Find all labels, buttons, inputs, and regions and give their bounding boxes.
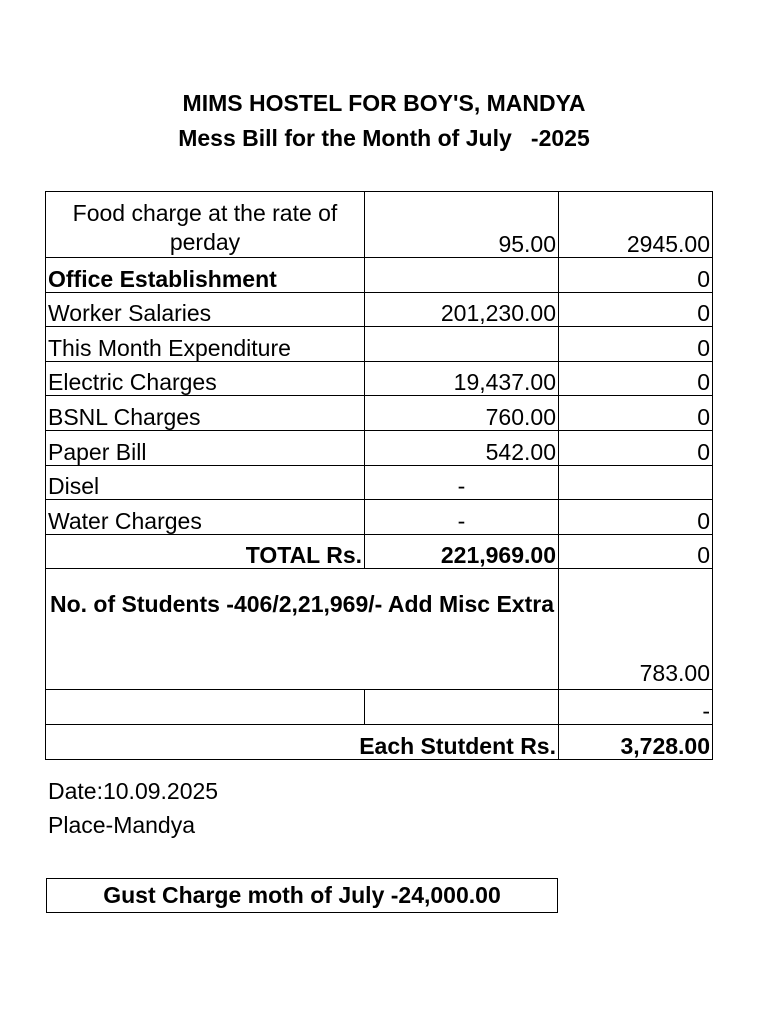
table-row (46, 192, 713, 258)
table-row (46, 500, 713, 535)
table-row (46, 396, 713, 431)
row-amount: 201,230.00 (365, 292, 559, 327)
row-label: Worker Salaries (46, 292, 365, 327)
blank-cell (46, 690, 365, 725)
each-student-value: 3,728.00 (559, 724, 713, 759)
row-value: 0 (559, 500, 713, 535)
row-label: BSNL Charges (46, 396, 365, 431)
place-text: Place-Mandya (48, 812, 196, 838)
document-title: MIMS HOSTEL FOR BOY'S, MANDYA (182, 90, 586, 116)
row-value: 0 (559, 396, 713, 431)
row-amount: 542.00 (365, 430, 559, 465)
row-label: Water Charges (46, 500, 365, 535)
table-row (46, 258, 713, 293)
row-label: Paper Bill (46, 430, 365, 465)
row-value: 0 (559, 361, 713, 396)
row-label: Disel (46, 465, 365, 500)
table-row (46, 465, 713, 500)
students-label: No. of Students -406/2,21,969/- Add Misc Extra (46, 569, 559, 690)
row-amount: - (365, 465, 559, 500)
guest-charge-box: Gust Charge moth of July -24,000.00 (46, 878, 558, 913)
total-row (46, 534, 713, 569)
table-row (46, 292, 713, 327)
row-amount: 760.00 (365, 396, 559, 431)
row-amount: - (365, 500, 559, 535)
mess-bill-table (45, 191, 713, 760)
blank-cell (365, 690, 559, 725)
row-amount (365, 327, 559, 362)
blank-row (46, 690, 713, 725)
each-student-row (46, 724, 713, 759)
row-label: This Month Expenditure (46, 327, 365, 362)
students-value: 783.00 (559, 569, 713, 690)
row-label: Office Establishment (46, 258, 365, 293)
blank-row-value: - (559, 690, 713, 725)
table-row (46, 430, 713, 465)
students-row (46, 569, 713, 690)
table-row (46, 361, 713, 396)
row-value: 2945.00 (559, 192, 713, 258)
total-amount: 221,969.00 (365, 534, 559, 569)
row-value: 0 (559, 430, 713, 465)
row-label: Food charge at the rate of perday (46, 192, 365, 258)
row-amount: 95.00 (365, 192, 559, 258)
total-label: TOTAL Rs. (46, 534, 365, 569)
row-amount (365, 258, 559, 293)
row-value (559, 465, 713, 500)
row-value: 0 (559, 292, 713, 327)
row-amount: 19,437.00 (365, 361, 559, 396)
document-subtitle: Mess Bill for the Month of July -2025 (178, 125, 590, 151)
table-row (46, 327, 713, 362)
row-value: 0 (559, 327, 713, 362)
each-student-label: Each Stutdent Rs. (46, 724, 559, 759)
total-value: 0 (559, 534, 713, 569)
row-label: Electric Charges (46, 361, 365, 396)
row-value: 0 (559, 258, 713, 293)
date-text: Date:10.09.2025 (48, 778, 219, 804)
